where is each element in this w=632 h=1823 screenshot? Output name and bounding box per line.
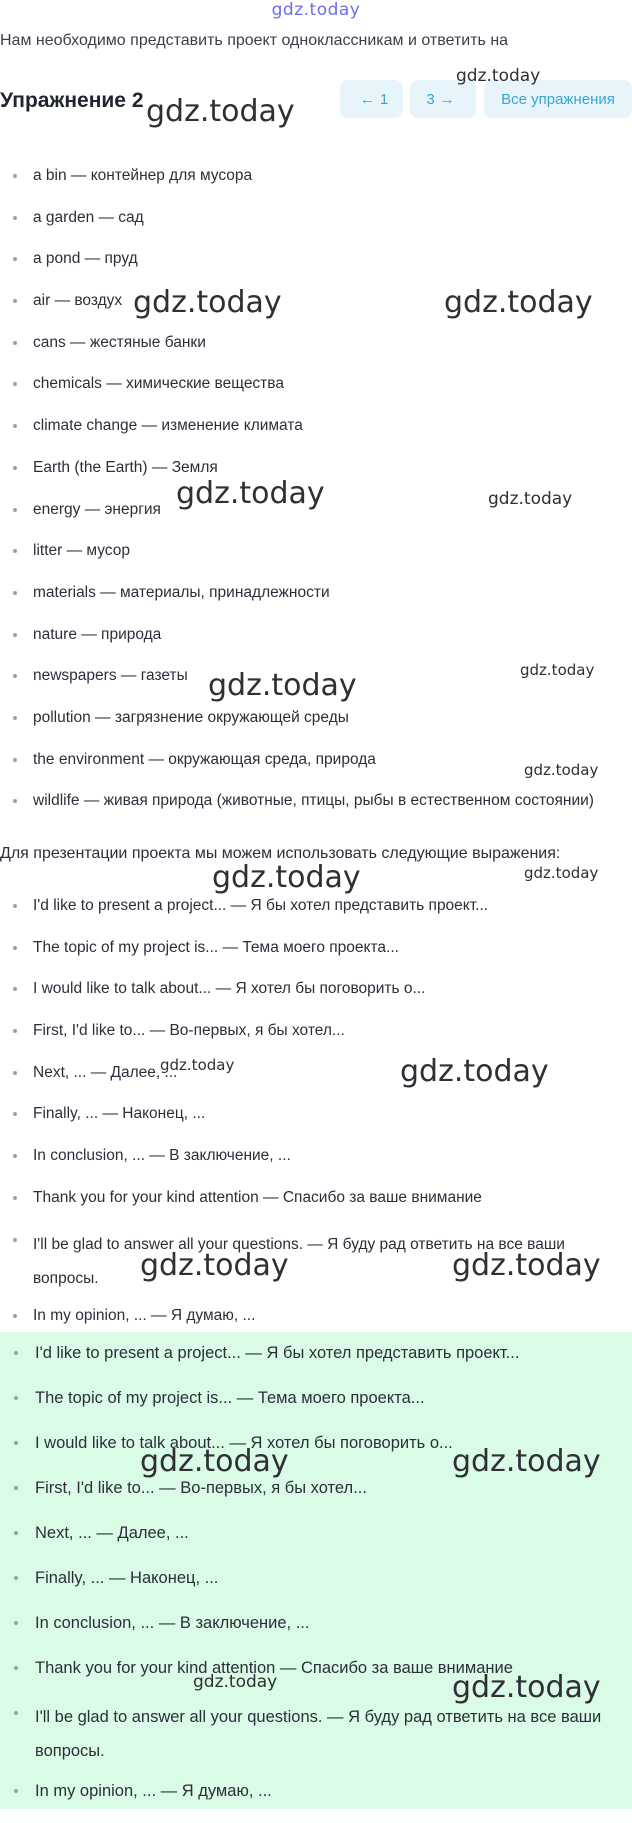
watermark: gdz.today <box>452 1670 601 1705</box>
list-item: a pond — пруд <box>0 247 632 289</box>
list-item: I would like to talk about... — Я хотел бы поговорить о... <box>0 1430 632 1475</box>
list-item: First, I'd like to... — Во-первых, я бы хотел... <box>0 1019 632 1061</box>
list-item: a garden — сад <box>0 206 632 248</box>
list-item: In conclusion, ... — В заключение, ... <box>0 1144 632 1186</box>
watermark: gdz.today <box>140 1444 289 1479</box>
watermark: gdz.today <box>176 476 325 511</box>
intro-text: Нам необходимо представить проект одноклассникам и ответить на <box>0 32 509 49</box>
list-item: the environment — окружающая среда, природа <box>0 748 632 790</box>
page-title: Упражнение 2 <box>0 89 144 112</box>
list-item: I would like to talk about... — Я хотел бы поговорить о... <box>0 977 632 1019</box>
watermark: gdz.today <box>520 661 595 679</box>
list-item: a bin — контейнер для мусора <box>0 164 632 206</box>
list-item: nature — природа <box>0 623 632 665</box>
watermark: gdz.today <box>400 1054 549 1089</box>
list-item: wildlife — живая природа (животные, птицы, рыбы в естественном состоянии) <box>0 789 632 831</box>
phrases-heading: Для презентации проекта мы можем использовать следующие выражения: <box>0 845 561 862</box>
list-item: Thank you for your kind attention — Спасибо за ваше внимание <box>0 1655 632 1700</box>
list-item: In conclusion, ... — В заключение, ... <box>0 1610 632 1655</box>
vocabulary-section <box>0 164 632 836</box>
watermark: gdz.today <box>456 66 541 86</box>
list-item: Finally, ... — Наконец, ... <box>0 1102 632 1144</box>
answer-list <box>0 1340 632 1823</box>
arrow-left-icon: ← <box>359 90 375 108</box>
list-item: Next, ... — Далее, ... <box>0 1061 632 1103</box>
watermark: gdz.today <box>212 860 361 895</box>
watermark: gdz.today <box>452 1248 601 1283</box>
list-item: Earth (the Earth) — Земля <box>0 456 632 498</box>
list-item: Next, ... — Далее, ... <box>0 1520 632 1565</box>
watermark: gdz.today <box>133 285 282 320</box>
list-item: In my opinion, ... — Я думаю, ... <box>0 1304 632 1346</box>
watermark: gdz.today <box>140 1248 289 1283</box>
list-item: air — воздух <box>0 289 632 331</box>
vocabulary-list <box>0 164 632 831</box>
list-item: energy — энергия <box>0 498 632 540</box>
list-item: newspapers — газеты <box>0 664 632 706</box>
watermark: gdz.today <box>524 761 599 779</box>
prev-exercise-button[interactable] <box>340 80 403 118</box>
exercise-header <box>0 80 632 122</box>
site-logo[interactable]: gdz.today <box>271 0 361 20</box>
list-item: First, I'd like to... — Во-первых, я бы хотел... <box>0 1475 632 1520</box>
watermark: gdz.today <box>146 94 295 129</box>
list-item: The topic of my project is... — Тема моего проекта... <box>0 1385 632 1430</box>
list-item: I'll be glad to answer all your questions. — Я буду рад ответить на все ваши вопросы. <box>0 1700 632 1768</box>
list-item: I'd like to present a project... — Я бы хотел представить проект... <box>0 894 632 936</box>
list-item: I'll be glad to answer all your questions. — Я буду рад ответить на все ваши вопросы. <box>0 1228 632 1296</box>
list-item: climate change — изменение климата <box>0 414 632 456</box>
list-item: Thank you for your kind attention — Спасибо за ваше внимание <box>0 1186 632 1228</box>
list-item: pollution — загрязнение окружающей среды <box>0 706 632 748</box>
list-item: materials — материалы, принадлежности <box>0 581 632 623</box>
list-item: chemicals — химические вещества <box>0 372 632 414</box>
all-exercises-button[interactable]: Все упражнения <box>484 80 632 118</box>
next-exercise-label: 3 <box>426 90 435 108</box>
list-item: Finally, ... — Наконец, ... <box>0 1565 632 1610</box>
next-exercise-button[interactable] <box>410 80 476 118</box>
list-item: In my opinion, ... — Я думаю, ... <box>0 1778 632 1823</box>
list-item: cans — жестяные банки <box>0 331 632 373</box>
watermark: gdz.today <box>208 668 357 703</box>
watermark: gdz.today <box>193 1672 278 1692</box>
arrow-right-icon: → <box>439 90 455 108</box>
watermark: gdz.today <box>488 489 573 509</box>
watermark: gdz.today <box>524 864 599 882</box>
list-item: litter — мусор <box>0 539 632 581</box>
list-item: I'd like to present a project... — Я бы хотел представить проект... <box>0 1340 632 1385</box>
watermark: gdz.today <box>160 1056 235 1074</box>
prev-exercise-label: 1 <box>379 90 389 108</box>
watermark: gdz.today <box>452 1444 601 1479</box>
watermark: gdz.today <box>444 285 593 320</box>
phrases-list <box>0 894 632 1345</box>
list-item: The topic of my project is... — Тема моего проекта... <box>0 936 632 978</box>
